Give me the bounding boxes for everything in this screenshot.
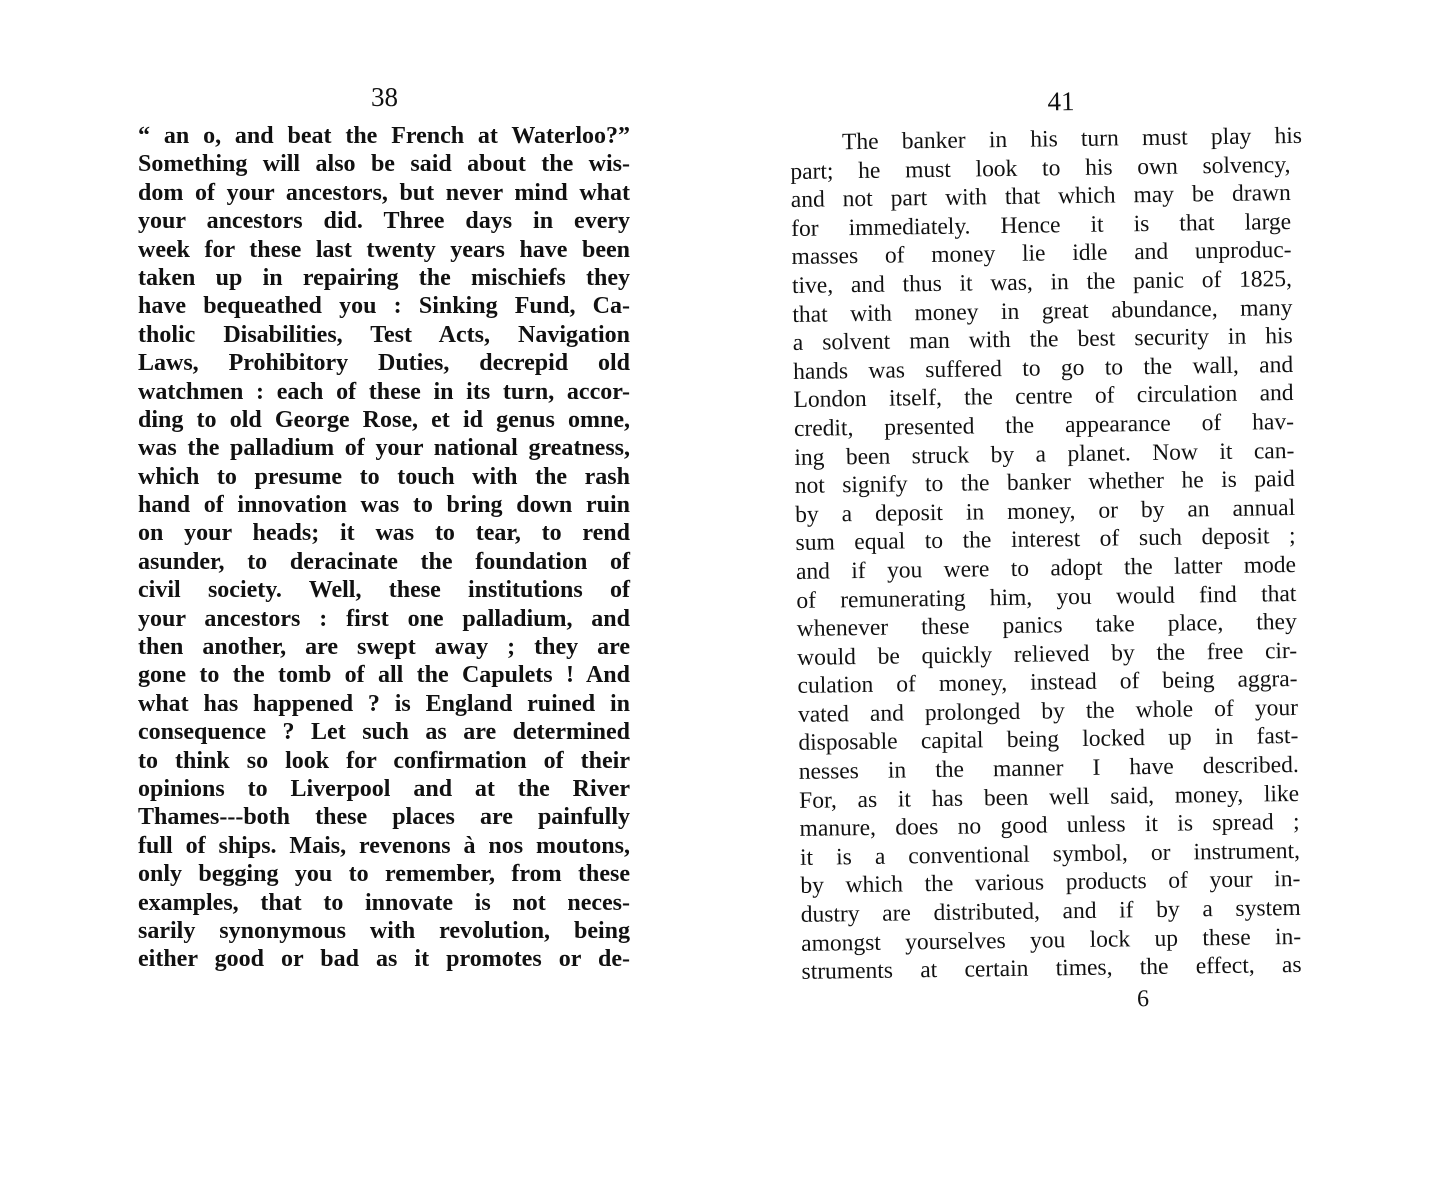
text-line: on your heads; it was to tear, to rend	[138, 520, 630, 547]
text-line: tive, and thus it was, in the panic of 1825,	[791, 265, 1293, 299]
text-line: vated and prolonged by the whole of your	[797, 694, 1299, 728]
text-line: what has happened ? is England ruined in	[138, 690, 630, 717]
text-line: “ an o, and beat the French at Waterloo?”	[138, 123, 630, 149]
text-line: hands was suffered to go to the wall, and	[793, 351, 1294, 385]
text-line: only begging you to remember, from these	[138, 861, 630, 888]
text-line: a solvent man with the best security in his	[792, 323, 1293, 357]
left-page-number: 38	[371, 82, 398, 112]
text-line: would be quickly relieved by the free cir-	[797, 637, 1298, 671]
text-line: struments at certain times, the effect, as	[801, 952, 1302, 986]
text-line: by which the various products of your in-	[800, 866, 1301, 900]
text-line: Laws, Prohibitory Duties, decrepid old	[138, 350, 630, 377]
text-line: by a deposit in money, or by an annual	[795, 494, 1296, 528]
text-line: whenever these panics take place, they	[796, 609, 1297, 643]
text-line: The banker in his turn must play his	[841, 122, 1303, 156]
text-line: culation of money, instead of being aggra-	[797, 666, 1298, 700]
text-line: London itself, the centre of circulation and	[793, 380, 1294, 414]
text-line: sarily synonymous with revolution, being	[138, 917, 630, 944]
text-line: was the palladium of your national greatness,	[138, 435, 630, 462]
text-line: have bequeathed you : Sinking Fund, Ca-	[138, 293, 630, 320]
text-line: consequence ? Let such as are determined	[138, 719, 630, 746]
text-line: then another, are swept away ; they are	[138, 634, 630, 661]
text-line: nesses in the manner I have described.	[798, 752, 1299, 785]
text-line: civil society. Well, these institutions of	[138, 577, 630, 604]
text-line: of remunerating him, you would find that	[796, 580, 1297, 614]
text-line: opinions to Liverpool and at the River	[138, 775, 630, 802]
left-page-text	[138, 122, 630, 974]
text-line: week for these last twenty years have been	[138, 236, 630, 263]
text-line: Something will also be said about the wis-	[138, 151, 630, 178]
text-line: dom of your ancestors, but never mind what	[138, 179, 630, 206]
text-line: and not part with that which may be drawn	[790, 180, 1291, 214]
text-line: and if you were to adopt the latter mode	[795, 551, 1297, 585]
text-line: that with money in great abundance, many	[792, 294, 1293, 328]
text-line: hand of innovation was to bring down ruin	[138, 492, 630, 519]
text-line: for immediately. Hence it is that large	[791, 208, 1292, 242]
text-line: disposable capital being locked up in fast-	[798, 723, 1299, 757]
text-line: For, as it has been well said, money, like	[798, 780, 1300, 814]
right-page-text	[790, 122, 1314, 987]
text-line: dustry are distributed, and if by a system	[800, 894, 1301, 928]
right-page-number: 41	[1047, 86, 1075, 117]
text-line: ding to old George Rose, et id genus omne,	[138, 406, 630, 433]
text-line: taken up in repairing the mischiefs they	[138, 264, 630, 291]
text-line: to think so look for confirmation of their	[138, 747, 630, 774]
text-line: amongst yourselves you lock up these in-	[800, 923, 1302, 957]
text-line: which to presume to touch with the rash	[138, 463, 630, 490]
text-line: your ancestors did. Three days in every	[138, 208, 630, 235]
text-line: either good or bad as it promotes or de-	[138, 946, 630, 973]
text-line: ing been struck by a planet. Now it can-	[794, 437, 1295, 471]
text-line: not signify to the banker whether he is paid	[794, 466, 1295, 500]
text-line: part; he must look to his own solvency,	[790, 151, 1291, 185]
text-line: masses of money lie idle and unproduc-	[791, 237, 1292, 271]
text-line: sum equal to the interest of such deposit ;	[795, 523, 1296, 557]
text-line: gone to the tomb of all the Capulets ! And	[138, 662, 630, 689]
text-line: Thames---both these places are painfully	[138, 804, 630, 831]
text-line: examples, that to innovate is not neces-	[138, 889, 630, 916]
text-line: tholic Disabilities, Test Acts, Navigation	[138, 321, 630, 348]
text-line: full of ships. Mais, revenons à nos moutons,	[138, 832, 630, 859]
signature-mark: 6	[1136, 986, 1150, 1013]
text-line: credit, presented the appearance of hav-	[793, 408, 1295, 442]
text-line: your ancestors : first one palladium, and	[138, 605, 630, 632]
text-line: watchmen : each of these in its turn, accor-	[138, 378, 630, 405]
text-line: asunder, to deracinate the foundation of	[138, 548, 630, 575]
text-line: manure, does no good unless it is spread ;	[799, 809, 1300, 843]
text-line: it is a conventional symbol, or instrument,	[799, 837, 1301, 871]
